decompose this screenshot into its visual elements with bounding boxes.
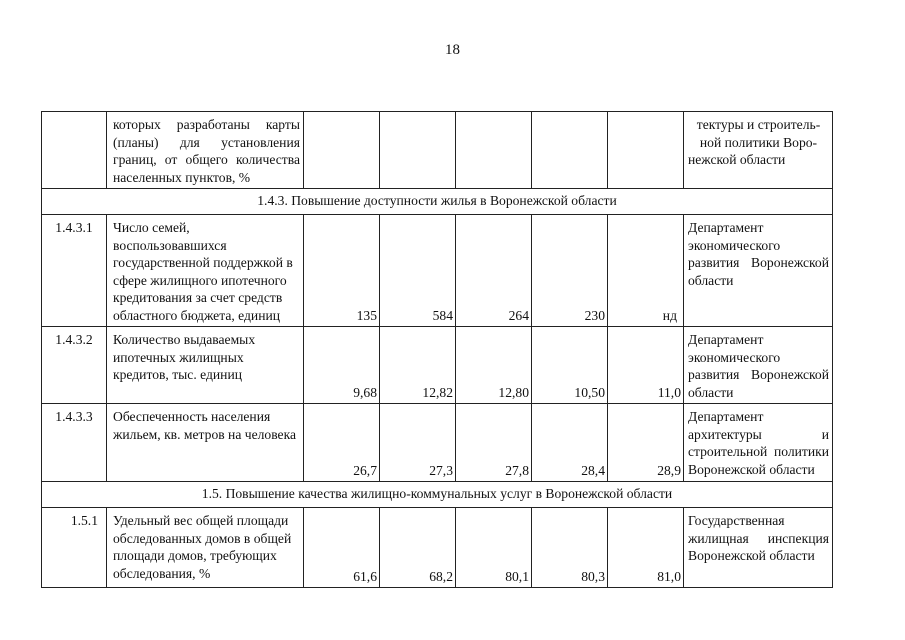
- indicator-description: Обеспеченность населения жильем, кв. метров на человека: [107, 404, 304, 482]
- value-cell: 27,3: [380, 404, 456, 482]
- value-cell: 9,68: [304, 327, 380, 404]
- page-number: 18: [445, 42, 460, 58]
- value-cell: 12,82: [380, 327, 456, 404]
- department-line: ной политики Воро-: [699, 134, 818, 150]
- value-cell: 584: [380, 215, 456, 327]
- section-title: 1.4.3. Повышение доступности жилья в Воронежской области: [42, 189, 833, 215]
- value-cell: 12,80: [456, 327, 532, 404]
- section-title: 1.5. Повышение качества жилищно-коммунальных услуг в Воронежской области: [42, 482, 833, 508]
- department-line: тектуры и строитель-: [696, 117, 821, 132]
- value-cell: 11,0: [608, 327, 684, 404]
- value-cell: 27,8: [456, 404, 532, 482]
- responsible-department: Государственная жилищная инспекция Воронежской области: [684, 508, 833, 588]
- section-header-row: [42, 189, 833, 215]
- responsible-department: Департамент экономического развития Воронежской области: [684, 215, 833, 327]
- value-cell: 28,9: [608, 404, 684, 482]
- indicator-description: Количество выдаваемых ипотечных жилищных кредитов, тыс. единиц: [107, 327, 304, 404]
- row-number: 1.5.1: [42, 508, 107, 588]
- table-row: [42, 404, 833, 482]
- value-cell: 10,50: [532, 327, 608, 404]
- table-row: [42, 112, 833, 189]
- value-cell: [532, 112, 608, 189]
- row-number: 1.4.3.3: [42, 404, 107, 482]
- row-number: 1.4.3.1: [42, 215, 107, 327]
- value-cell: 81,0: [608, 508, 684, 588]
- value-cell: 135: [304, 215, 380, 327]
- value-cell: 61,6: [304, 508, 380, 588]
- value-cell: [456, 112, 532, 189]
- value-cell: 80,1: [456, 508, 532, 588]
- indicator-description: Удельный вес общей площади обследованных домов в общей площади домов, требующих обследования, %: [107, 508, 304, 588]
- table-row: [42, 215, 833, 327]
- row-number-cell: [42, 112, 107, 189]
- table-row: [42, 508, 833, 588]
- value-cell: [608, 112, 684, 189]
- department-line: нежской области: [688, 152, 786, 167]
- indicators-table: [41, 111, 833, 588]
- value-cell: нд: [608, 215, 684, 327]
- row-number: 1.4.3.2: [42, 327, 107, 404]
- value-cell: [380, 112, 456, 189]
- value-cell: [304, 112, 380, 189]
- indicator-description: Число семей, воспользовавшихся государственной поддержкой в сфере жилищного ипотечного кредитования за счет средств областного бюджета, единиц: [107, 215, 304, 327]
- value-cell: 28,4: [532, 404, 608, 482]
- table-row: [42, 327, 833, 404]
- value-cell: 264: [456, 215, 532, 327]
- responsible-department: [684, 112, 833, 189]
- value-cell: 230: [532, 215, 608, 327]
- indicator-description: которых разработаны карты (планы) для установления границ, от общего количества населенных пунктов, %: [107, 112, 304, 189]
- value-cell: 68,2: [380, 508, 456, 588]
- responsible-department: Департамент экономического развития Воронежской области: [684, 327, 833, 404]
- responsible-department: Департамент архитектуры и строительной политики Воронежской области: [684, 404, 833, 482]
- value-cell: 26,7: [304, 404, 380, 482]
- section-header-row: [42, 482, 833, 508]
- value-cell: 80,3: [532, 508, 608, 588]
